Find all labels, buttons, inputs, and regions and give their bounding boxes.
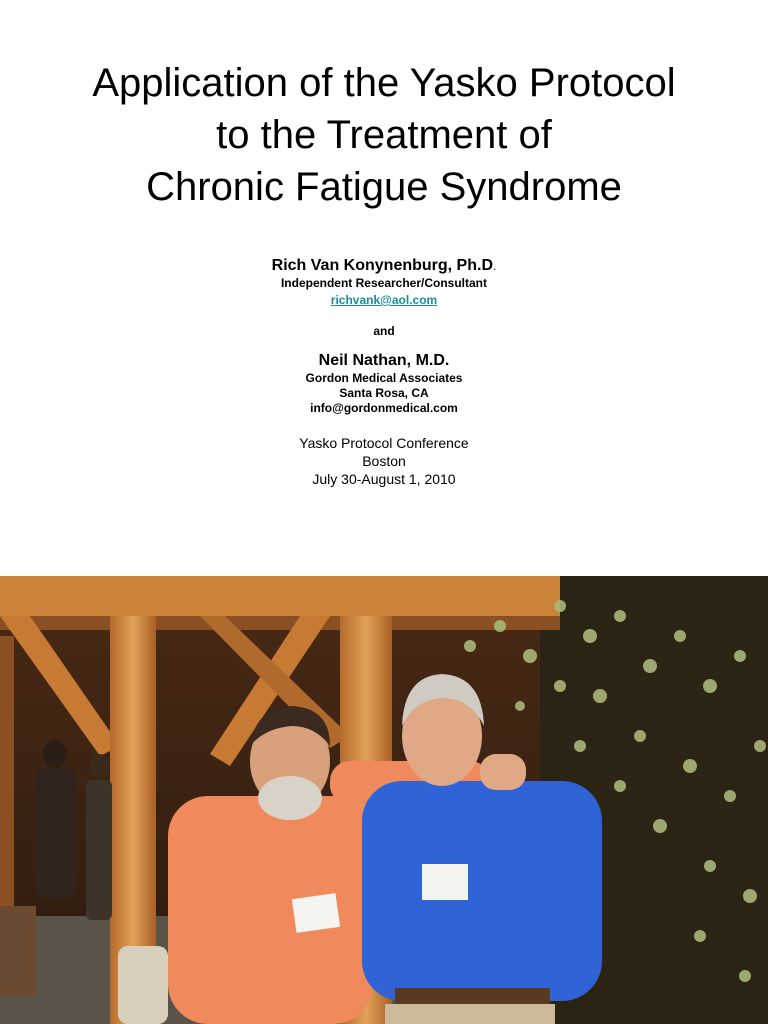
- author2-email: info@gordonmedical.com: [310, 401, 458, 415]
- left-man-shirt: [168, 796, 373, 1024]
- right-man-shirt: [362, 781, 602, 1001]
- author1-name-suffix: .: [493, 259, 497, 273]
- left-man-badge: [292, 893, 340, 933]
- right-man-badge: [422, 864, 468, 900]
- authors-photo: [0, 576, 768, 1024]
- conference-dates: July 30-August 1, 2010: [312, 471, 456, 487]
- left-man-beard: [258, 776, 322, 820]
- author1-name: Rich Van Konynenburg, Ph.D: [271, 257, 493, 274]
- author2-org: Gordon Medical Associates: [305, 371, 463, 385]
- vase: [118, 946, 168, 1024]
- conference-city: Boston: [362, 453, 406, 469]
- wooden-post: [0, 636, 14, 936]
- chair: [0, 906, 36, 996]
- photo-illustration: [0, 576, 768, 1024]
- roof-beam: [0, 616, 560, 630]
- conjunction-text: and: [373, 324, 395, 338]
- right-man-pants: [385, 1004, 555, 1024]
- bystander: [43, 740, 67, 768]
- bystander: [36, 768, 76, 898]
- author1-name-line: [0, 256, 768, 276]
- bystander: [90, 754, 110, 778]
- conference-info: [0, 434, 768, 488]
- author2-location: Santa Rosa, CA: [339, 386, 429, 400]
- conference-name: Yasko Protocol Conference: [299, 435, 469, 451]
- author-block: [0, 256, 768, 488]
- title-line: Application of the Yasko Protocol: [92, 61, 676, 105]
- title-line: to the Treatment of: [216, 113, 552, 157]
- right-man-belt: [395, 988, 550, 1006]
- title-line: Chronic Fatigue Syndrome: [146, 165, 622, 209]
- author1-role: Independent Researcher/Consultant: [280, 276, 488, 290]
- right-man-hand: [480, 754, 526, 790]
- author2-name: Neil Nathan, M.D.: [318, 352, 450, 369]
- bystander: [86, 780, 112, 920]
- document-title: [0, 57, 768, 213]
- author1-email-link[interactable]: richvank@aol.com: [330, 293, 438, 307]
- roof-beam: [0, 576, 560, 616]
